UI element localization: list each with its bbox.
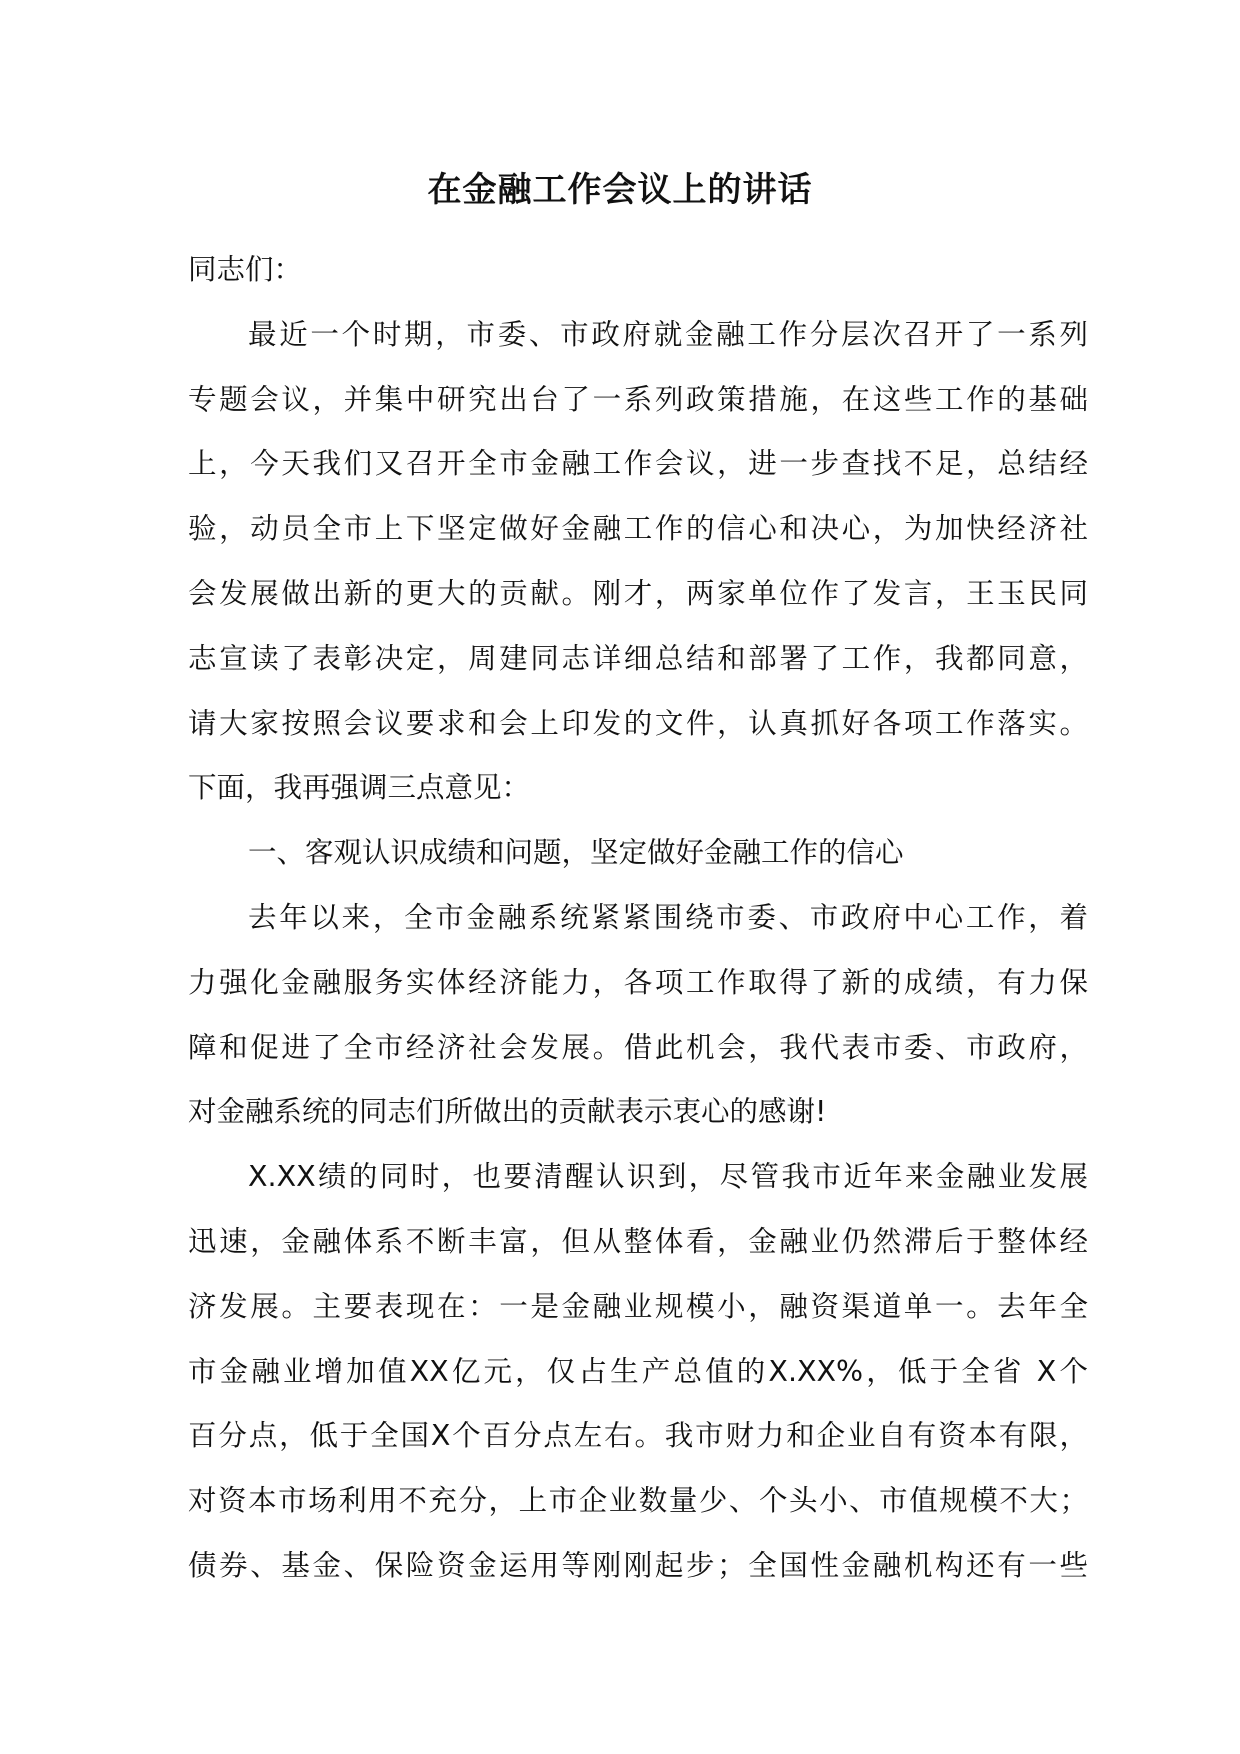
text-line: 力强化金融服务实体经济能力，各项工作取得了新的成绩，有力保 <box>188 965 1088 999</box>
text-line: 债券、基金、保险资金运用等刚刚起步；全国性金融机构还有一些 <box>188 1548 1088 1582</box>
text-line: 专题会议，并集中研究出台了一系列政策措施，在这些工作的基础 <box>188 382 1088 416</box>
salutation: 同志们： <box>188 253 303 286</box>
text-line: 下面，我再强调三点意见： <box>188 771 531 805</box>
document-body <box>188 238 1088 1599</box>
text-line: 对金融系统的同志们所做出的贡献表示衷心的感谢! <box>188 1095 827 1129</box>
text-line: 对资本市场利用不充分，上市企业数量少、个头小、市值规模不大； <box>188 1484 1088 1518</box>
text-line: 迅速，金融体系不断丰富，但从整体看，金融业仍然滞后于整体经 <box>188 1224 1088 1258</box>
document-title: 在金融工作会议上的讲话 <box>427 170 813 210</box>
text-line: 最近一个时期，市委、市政府就金融工作分层次召开了一系列 <box>248 317 1088 351</box>
text-line: 百分点，低于全国X个百分点左右。我市财力和企业自有资本有限， <box>188 1419 1088 1453</box>
text-line: 上，今天我们又召开全市金融工作会议，进一步查找不足，总结经 <box>188 447 1088 481</box>
text-line: 去年以来，全市金融系统紧紧围绕市委、市政府中心工作，着 <box>248 900 1088 934</box>
text-line: 会发展做出新的更大的贡献。刚才，两家单位作了发言，王玉民同 <box>188 576 1088 610</box>
text-line: X.XX绩的同时，也要清醒认识到，尽管我市近年来金融业发展 <box>248 1160 1088 1194</box>
text-line: 请大家按照会议要求和会上印发的文件，认真抓好各项工作落实。 <box>188 706 1088 740</box>
text-line: 市金融业增加值XX亿元，仅占生产总值的X.XX%，低于全省 X个 <box>188 1354 1088 1388</box>
text-line: 障和促进了全市经济社会发展。借此机会，我代表市委、市政府， <box>188 1030 1088 1064</box>
text-line: 济发展。主要表现在：一是金融业规模小，融资渠道单一。去年全 <box>188 1289 1088 1323</box>
text-line: 验，动员全市上下坚定做好金融工作的信心和决心，为加快经济社 <box>188 512 1088 546</box>
text-line: 一、客观认识成绩和问题，坚定做好金融工作的信心 <box>248 836 904 870</box>
text-line: 志宣读了表彰决定，周建同志详细总结和部署了工作，我都同意， <box>188 641 1088 675</box>
